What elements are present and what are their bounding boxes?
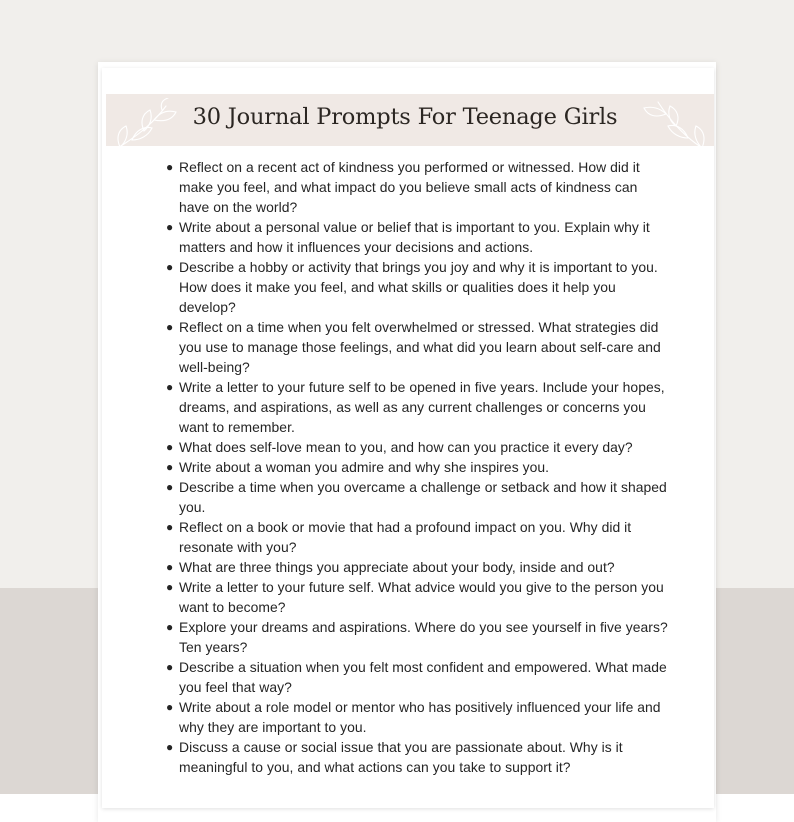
prompt-text: What are three things you appreciate about your body, inside and out?: [179, 559, 615, 575]
list-item: [102, 217, 669, 257]
prompt-text: Describe a hobby or activity that brings you joy and why it is important to you. How does it make you feel, and what skills or qualities does it help you develop?: [179, 259, 658, 315]
bullet-icon: ●: [166, 220, 174, 234]
list-item: [102, 617, 669, 657]
list-item: [102, 437, 669, 457]
bullet-icon: ●: [166, 620, 174, 634]
list-item: [102, 657, 669, 697]
prompt-text: Write about a role model or mentor who has positively influenced your life and why they are important to you.: [179, 699, 661, 735]
list-item: [102, 477, 669, 517]
list-item: [102, 517, 669, 557]
prompt-text: Write about a woman you admire and why she inspires you.: [179, 459, 550, 475]
journal-page: [102, 68, 714, 808]
prompt-list: [102, 157, 714, 777]
prompt-text: Write about a personal value or belief that is important to you. Explain why it matters and how it influences your decisions and actions.: [179, 219, 650, 255]
bullet-icon: ●: [166, 440, 174, 454]
list-item: [102, 377, 669, 437]
bullet-icon: ●: [166, 560, 174, 574]
list-item: [102, 737, 669, 777]
list-item: [102, 317, 669, 377]
prompt-text: Reflect on a recent act of kindness you performed or witnessed. How did it make you feel, and what impact do you believe small acts of kindness can have on the world?: [179, 159, 640, 215]
prompt-text: Discuss a cause or social issue that you are passionate about. Why is it meaningful to you, and what actions can you take to support it?: [179, 739, 623, 775]
list-item: [102, 577, 669, 617]
bullet-icon: ●: [166, 740, 174, 754]
prompt-text: Reflect on a time when you felt overwhelmed or stressed. What strategies did you use to manage those feelings, and what did you learn about self-care and well-being?: [179, 319, 661, 375]
bullet-icon: ●: [166, 380, 174, 394]
prompt-text: Describe a time when you overcame a challenge or setback and how it shaped you.: [179, 479, 667, 515]
bullet-icon: ●: [166, 460, 174, 474]
prompt-text: Write a letter to your future self. What advice would you give to the person you want to become?: [179, 579, 664, 615]
prompt-text: What does self-love mean to you, and how can you practice it every day?: [179, 439, 633, 455]
bullet-icon: ●: [166, 700, 174, 714]
bullet-icon: ●: [166, 160, 174, 174]
bullet-icon: ●: [166, 660, 174, 674]
page-title: 30 Journal Prompts For Teenage Girls: [192, 104, 618, 130]
list-item: [102, 457, 669, 477]
prompt-text: Explore your dreams and aspirations. Where do you see yourself in five years? Ten years?: [179, 619, 668, 655]
bullet-icon: ●: [166, 320, 174, 334]
list-item: [102, 697, 669, 737]
prompt-text: Reflect on a book or movie that had a profound impact on you. Why did it resonate with you?: [179, 519, 632, 555]
list-item: [102, 157, 669, 217]
list-item: [102, 257, 669, 317]
bullet-icon: ●: [166, 480, 174, 494]
prompt-text: Write a letter to your future self to be opened in five years. Include your hopes, dreams, and aspirations, as well as any current challenges or concerns you want to remember.: [179, 379, 665, 435]
list-item: [102, 557, 669, 577]
bullet-icon: ●: [166, 260, 174, 274]
prompt-text: Describe a situation when you felt most confident and empowered. What made you feel that way?: [179, 659, 667, 695]
bullet-icon: ●: [166, 580, 174, 594]
bullet-icon: ●: [166, 520, 174, 534]
